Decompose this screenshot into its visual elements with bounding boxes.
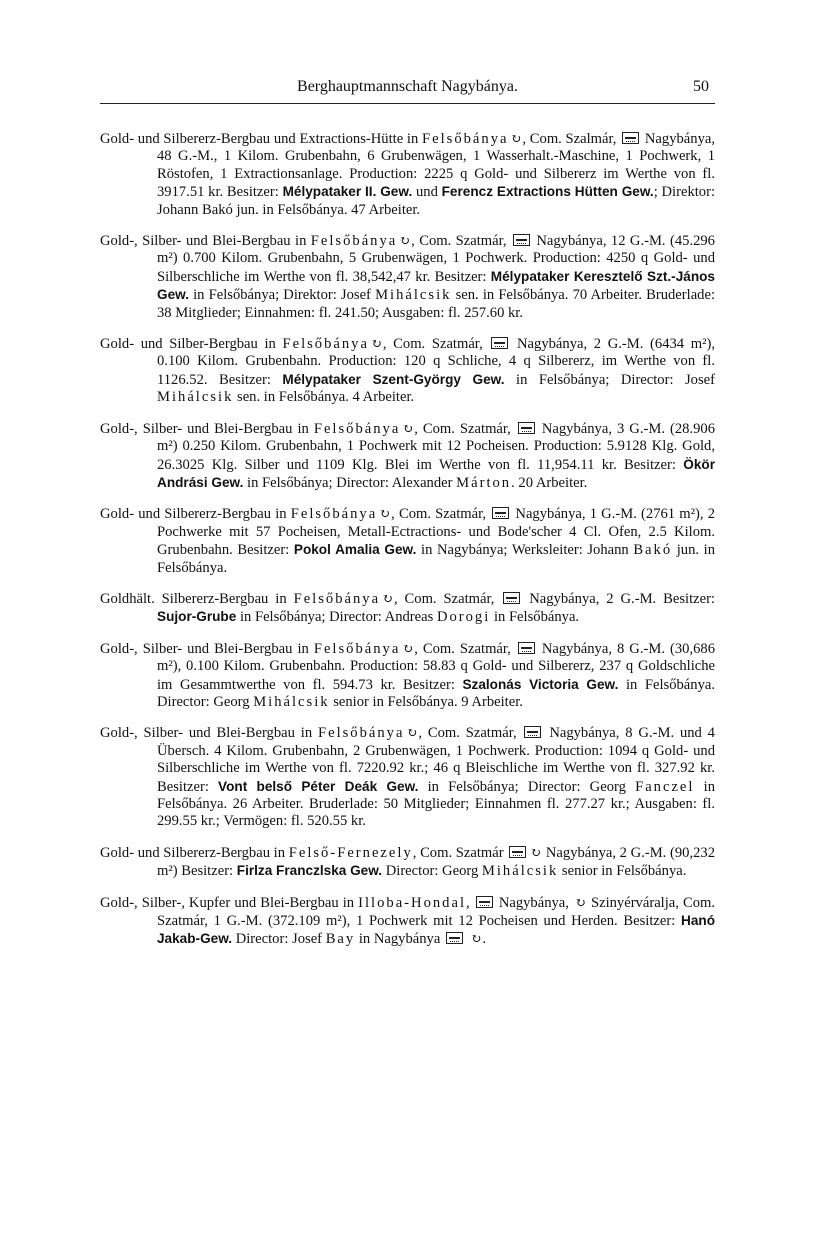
- entry-text: und: [412, 184, 442, 201]
- post-horn-icon: ↻: [379, 506, 390, 522]
- owner-name: Mélypataker Szent-György Gew.: [282, 371, 505, 387]
- entry-text: in Felsőbánya; Director: Georg: [418, 778, 636, 795]
- spaced-name: Felsőbánya: [310, 233, 398, 250]
- spaced-name: Márton: [456, 474, 512, 491]
- entry-text: , Com. Szatmár,: [382, 336, 490, 353]
- entry-text: Gold-, Silber- und Blei-Bergbau in: [100, 420, 314, 437]
- entry-text: Gold- und Silber-Bergbau in: [100, 336, 283, 353]
- spaced-name: Felsőbánya: [317, 725, 405, 742]
- spaced-name: Felsőbánya: [422, 131, 509, 147]
- header-rule: [100, 103, 715, 104]
- entry-text: Nagybánya, 2 G.-M. Besitzer:: [522, 590, 715, 607]
- directory-entry: [100, 640, 715, 712]
- entry-text: Gold- und Silbererz-Bergbau in: [100, 844, 289, 861]
- spaced-name: Felsőbánya: [313, 640, 401, 657]
- entry-text: , Com. Szatmár,: [411, 233, 511, 250]
- railway-station-icon: [503, 592, 520, 604]
- directory-entry: [100, 130, 715, 219]
- spaced-name: Mihálcsik: [481, 863, 559, 880]
- entry-text: in Felsőbánya; Direktor: Josef: [188, 287, 376, 304]
- spaced-name: Illoba-Hondal: [358, 894, 467, 911]
- entry-text: Gold-, Silber- und Blei-Bergbau in: [100, 233, 311, 250]
- entry-text: , Com. Szatmár,: [393, 590, 502, 607]
- entry-text: , Com. Szatmár,: [418, 725, 523, 742]
- entry-text: Gold-, Silber- und Blei-Bergbau in: [100, 725, 318, 742]
- railway-station-icon: [524, 726, 541, 738]
- spaced-name: Fanczel: [635, 778, 695, 795]
- directory-entry: [100, 232, 715, 322]
- railway-station-icon: [446, 932, 463, 944]
- entry-text: Nagybánya, 8 G.-M. und 4 Übersch. 4 Kilom. Grubenbahn, 2 Grubenwägen, 1 Pochwerk. Production: 1094 q Gold- und Silberschliche im Werthe von fl. 7220.92 kr.; 46 q Bleischliche im Werthe von fl. 327.92 kr. Besitzer:: [157, 725, 715, 795]
- entry-text: sen. in Felsőbánya. 4 Arbeiter.: [233, 389, 415, 406]
- owner-name: Szalonás Victoria Gew.: [462, 676, 619, 692]
- owner-name: Mélypataker Keresztelő Szt.-János Gew.: [157, 268, 715, 303]
- spaced-name: Mihálcsik: [157, 389, 234, 406]
- post-horn-icon: ↻: [370, 336, 381, 352]
- post-horn-icon: ↻: [530, 844, 541, 860]
- entry-text: .: [482, 931, 487, 948]
- entry-text: ; Direktor: Johann Bakó jun. in Felsőbánya. 47 Arbeiter.: [157, 184, 716, 218]
- railway-station-icon: [492, 507, 509, 519]
- post-horn-icon: ↻: [402, 640, 413, 656]
- directory-entry: [100, 335, 715, 407]
- owner-name: Ferencz Extractions Hütten Gew.: [441, 184, 654, 200]
- entry-text: jun. in Felsőbánya.: [157, 542, 715, 576]
- railway-station-icon: [518, 642, 535, 654]
- post-horn-icon: ↻: [402, 420, 413, 436]
- running-title: Berghauptmannschaft Nagybánya.: [297, 78, 518, 95]
- post-horn-icon: ↻: [399, 233, 410, 249]
- entry-text: , Com. Szatmár: [412, 844, 508, 861]
- running-header: [100, 76, 715, 100]
- owner-name: Mélypataker II. Gew.: [282, 184, 413, 200]
- entry-text: Nagybánya, 2 G.-M. (90,232 m²) Besitzer:: [157, 844, 715, 880]
- owner-name: Hanó Jakab-Gew.: [157, 913, 715, 947]
- directory-entry: [100, 844, 715, 881]
- entry-text: Nagybánya, 2 G.-M. (6434 m²), 0.100 Kilom. Grubenbahn. Production: 120 q Schliche, 4 q Silbererz, im Werthe von fl. 1126.52. Besitzer:: [157, 336, 715, 388]
- owner-name: Vont belső Péter Deák Gew.: [218, 778, 419, 794]
- entry-text: Gold- und Silbererz-Bergbau und Extractions-Hütte in: [100, 131, 423, 147]
- directory-entry: [100, 724, 715, 830]
- owner-name: Ökör Andrási Gew.: [157, 456, 715, 490]
- entry-text: , Com. Szatmár,: [391, 506, 491, 523]
- spaced-name: Bay: [325, 931, 356, 948]
- entry-text: Szinyérváralja, Com. Szatmár, 1 G.-M. (372.109 m²), 1 Pochwerk mit 12 Pocheisen und Herden. Besitzer:: [157, 894, 716, 930]
- entry-text: Gold- und Silbererz-Bergbau in: [100, 506, 291, 523]
- entry-text: Nagybánya,: [494, 894, 573, 911]
- entry-text: in Nagybánya: [355, 931, 444, 948]
- entry-text: Director: Georg: [382, 863, 482, 880]
- railway-station-icon: [513, 234, 530, 246]
- owner-name: Pokol Amalia Gew.: [293, 542, 417, 558]
- entry-text: Nagybánya, 8 G.-M. (30,686 m²), 0.100 Kilom. Grubenbahn. Production: 58.83 q Gold- und Silbererz, 237 q Goldschliche im Gesammtwerthe von fl. 594.73 kr. Besitzer:: [157, 640, 715, 693]
- directory-entry: [100, 894, 715, 949]
- entry-text: Gold-, Silber-, Kupfer und Blei-Bergbau in: [100, 894, 359, 911]
- railway-station-icon: [491, 337, 508, 349]
- post-horn-icon: ↻: [575, 894, 585, 910]
- entry-text: Nagybánya, 3 G.-M. (28.906 m²) 0.250 Kilom. Grubenbahn, 1 Pochwerk mit 12 Pocheisen. Production: 5.9128 Klg. Gold, 26.3025 Klg. Silber und 1109 Klg. Blei im Werthe von fl. 11,954.11 kr. Besitzer:: [157, 420, 715, 473]
- entry-text: sen. in Felsőbánya. 70 Arbeiter. Bruderlade: 38 Mitglieder; Einnahmen: fl. 241.50; Ausgaben: fl. 257.60 kr.: [157, 287, 715, 321]
- directory-entry: [100, 505, 715, 577]
- spaced-name: Dorogi: [436, 609, 491, 626]
- directory-entry: [100, 420, 715, 493]
- entry-text: , Com. Szalmár,: [522, 131, 621, 147]
- directory-entry: [100, 590, 715, 627]
- entry-text: Nagybánya, 1 G.-M. (2761 m²), 2 Pochwerke mit 57 Pocheisen, Metall-Ectractions- und Bode'scher 4 Cl. Ofen, 2.5 Kilom. Grubenbahn. Besitzer:: [157, 506, 715, 559]
- railway-station-icon: [509, 846, 526, 858]
- entry-text: Nagybánya, 48 G.-M., 1 Kilom. Grubenbahn, 6 Grubenwägen, 1 Wasserhalt.-Maschine, 1 Pochwerk, 1 Röstofen, 1 Extractionsanlage. Production: 2225 q Gold- und Silbererz im Werthe von fl. 3917.51 kr. Besitzer:: [157, 131, 715, 201]
- entry-text: in Felsőbánya; Director: Andreas: [236, 609, 437, 626]
- post-horn-icon: ↻: [406, 725, 417, 741]
- entry-text: [465, 931, 469, 947]
- spaced-name: Bakó: [633, 542, 673, 559]
- railway-station-icon: [518, 422, 535, 434]
- entry-text: . 20 Arbeiter.: [511, 474, 588, 491]
- owner-name: Firlza Franczlska Gew.: [236, 863, 383, 879]
- spaced-name: Felsőbánya: [290, 506, 378, 523]
- entry-text: in Nagybánya; Werksleiter: Johann: [416, 542, 634, 559]
- entry-text: in Felsőbánya; Director: Alexander: [243, 474, 457, 491]
- entry-text: Nagybánya, 12 G.-M. (45.296 m²) 0.700 Kilom. Grubenbahn, 5 Grubenwägen, 1 Pochwerk. Production: 4250 q Gold- und Silberschliche im Werthe von fl. 38,542,47 kr. Besitzer:: [157, 233, 715, 285]
- entry-text: Goldhält. Silbererz-Bergbau in: [100, 590, 294, 607]
- entry-text: , Com. Szatmár,: [414, 420, 516, 437]
- entry-text: Director: Josef: [232, 931, 326, 948]
- spaced-name: Felső-Fernezely: [288, 844, 413, 861]
- entry-text: in Felsőbánya.: [490, 609, 580, 626]
- owner-name: Sujor-Grube: [157, 609, 237, 625]
- post-horn-icon: ↻: [382, 590, 392, 606]
- spaced-name: Felsőbánya: [313, 420, 401, 437]
- spaced-name: Felsőbánya: [282, 336, 369, 353]
- entry-text: in Felsőbánya; Director: Josef: [504, 371, 715, 388]
- spaced-name: Felsőbánya: [293, 590, 381, 607]
- spaced-name: Mihálcsik: [375, 287, 452, 304]
- post-horn-icon: ↻: [510, 131, 521, 146]
- entry-text: in Felsőbánya. 26 Arbeiter. Bruderlade: 50 Mitglieder; Einnahmen fl. 277.27 kr.; Ausgaben: fl. 299.55 kr.; Vermögen: fl. 520.55 kr.: [157, 778, 715, 830]
- railway-station-icon: [622, 132, 639, 144]
- spaced-name: Mihálcsik: [253, 693, 330, 710]
- page-number: 50: [693, 78, 709, 95]
- entry-text: senior in Felsőbánya. 9 Arbeiter.: [329, 693, 523, 710]
- entry-text: , Com. Szatmár,: [414, 640, 516, 657]
- entry-text: ,: [466, 894, 474, 911]
- entry-text: in Felsőbánya. Director: Georg: [157, 676, 715, 710]
- entry-text: Gold-, Silber- und Blei-Bergbau in: [100, 640, 314, 657]
- entry-text: senior in Felsőbánya.: [558, 863, 687, 880]
- railway-station-icon: [476, 896, 493, 908]
- post-horn-icon: ↻: [470, 931, 481, 947]
- entry-list: [100, 130, 715, 962]
